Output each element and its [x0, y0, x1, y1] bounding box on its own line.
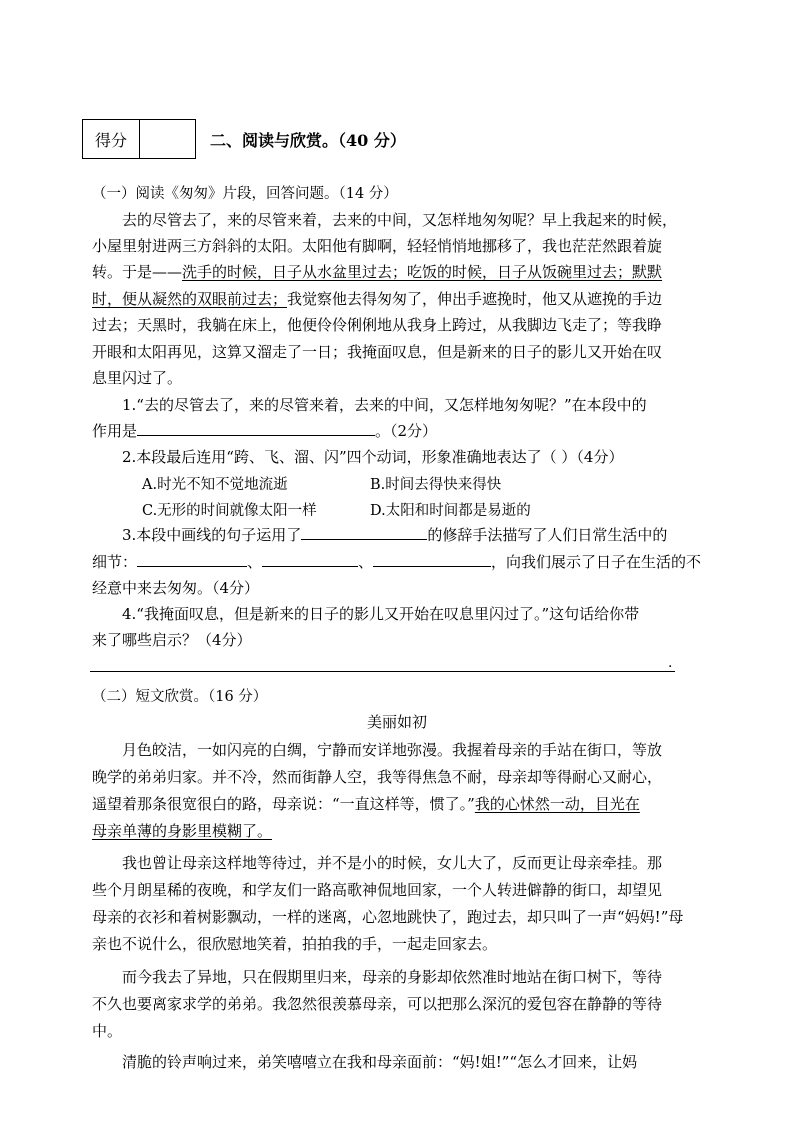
question-1-answer-line: [92, 419, 437, 443]
essay-line: [92, 819, 272, 843]
question-3-details: [92, 550, 701, 574]
passage1-line: 去的尽管去了，来的尽管来着，去来的中间，又怎样地匆匆呢？早上我起来的时候，: [122, 211, 678, 229]
essay-line: 清脆的铃声响过来，弟笑嘻嘻立在我和母亲面前：“妈!姐!”“怎么才回来，让妈: [122, 1053, 638, 1071]
question-text: 细节：: [92, 553, 138, 571]
question-2: 2.本段最后连用“跨、飞、溜、闪”四个动词，形象准确地表达了（ ）（4分）: [122, 448, 624, 466]
question-text: ，向我们展示了日子在生活的不: [491, 553, 702, 571]
separator: 、: [358, 553, 374, 571]
underlined-sentence: 洗手的时候，日子从水盆里过去；吃饭的时候，日子从饭碗里过去；默默: [182, 263, 663, 281]
passage1-line: 小屋里射进两三方斜斜的太阳。太阳他有脚啊，轻轻悄悄地挪移了，我也茫茫然跟着旋: [92, 237, 663, 255]
essay-line: 些个月朗星稀的夜晚，和学友们一路高歌神侃地回家，一个人转进僻静的街口，却望见: [92, 881, 663, 899]
passage1-line: 开眼和太阳再见，这算又溜走了一日；我掩面叹息，但是新来的日子的影儿又开始在叹: [92, 343, 663, 361]
question-3: [122, 523, 667, 547]
passage1-line: 过去；天黑时，我躺在床上，他便伶伶俐俐地从我身上跨过，从我脚边飞走了；等我睁: [92, 316, 663, 334]
option-b[interactable]: B.时间去得快来得快: [370, 477, 502, 493]
option-c[interactable]: C.无形的时间就像太阳一样: [142, 503, 317, 519]
option-d[interactable]: D.太阳和时间都是易逝的: [370, 503, 531, 519]
essay-line: 晚学的弟弟归家。并不冷，然而街静人空，我等得焦急不耐，母亲却等得耐心又耐心，: [92, 768, 663, 786]
question-text: 作用是: [92, 422, 138, 440]
essay-line: 而今我去了异地，只在假期里归来，母亲的身影却依然准时地站在街口树下，等待: [122, 968, 663, 986]
passage-text: 转。于是——: [92, 263, 183, 281]
part1-heading: （一）阅读《匆匆》片段，回答问题。（14 分）: [92, 186, 398, 202]
question-text: 。（2分）: [375, 422, 438, 440]
underlined-sentence: 我的心怵然一动，目光在: [474, 795, 640, 813]
answer-blank[interactable]: [373, 552, 491, 567]
question-text: 3.本段中画线的句子运用了: [122, 526, 302, 544]
essay-title: 美丽如初: [366, 713, 427, 731]
essay-line: 亲也不说什么，很欣慰地笑着，拍拍我的手，一起走回家去。: [92, 935, 498, 953]
score-blank-field[interactable]: [140, 120, 195, 158]
separator: 、: [247, 553, 263, 571]
answer-blank[interactable]: [301, 525, 427, 540]
passage1-line: [92, 260, 662, 284]
underlined-sentence: 时，便从凝然的双眼前过去；: [92, 290, 288, 308]
option-a[interactable]: A.时光不知不觉地流逝: [142, 477, 288, 493]
essay-line: 中。: [92, 1022, 123, 1040]
score-box: [82, 119, 196, 159]
passage1-line: [92, 287, 662, 311]
end-dot: .: [668, 655, 673, 671]
question-1: 1.“去的尽管去了，来的尽管来着，去来的中间，又怎样地匆匆呢？”在本段中的: [122, 396, 647, 414]
essay-line: 我也曾让母亲这样地等待过，并不是小的时候，女儿大了，反而更让母亲牵挂。那: [122, 854, 663, 872]
answer-blank[interactable]: [262, 552, 358, 567]
essay-line: [92, 792, 640, 816]
question-4: 4.“我掩面叹息，但是新来的日子的影儿又开始在叹息里闪过了。”这句话给你带: [122, 605, 640, 623]
section-title: 二、阅读与欣赏。（40 分）: [210, 131, 406, 150]
essay-text: 遥望着那条很宽很白的路，母亲说：“一直这样等，惯了。”: [92, 795, 475, 813]
passage1-line: 息里闪过了。: [92, 369, 183, 387]
essay-line: 母亲的衣衫和着树影飘动，一样的迷离，心忽地跳快了，跑过去，却只叫了一声“妈妈!”母: [92, 908, 684, 926]
answer-blank[interactable]: [137, 552, 247, 567]
answer-blank[interactable]: [137, 421, 375, 436]
question-4-end: 来了哪些启示？（4分）: [92, 631, 252, 649]
passage-text: 我觉察他去得匆匆了，伸出手遮挽时，他又从遮挽的手边: [287, 290, 663, 308]
part2-heading: （二）短文欣赏。（16 分）: [92, 689, 268, 705]
question-text: 的修辞手法描写了人们日常生活中的: [427, 526, 668, 544]
answer-line[interactable]: [90, 671, 675, 672]
essay-line: 月色皎洁，一如闪亮的白绸，宁静而安详地弥漫。我握着母亲的手站在街口，等放: [122, 741, 663, 759]
essay-line: 不久也要离家求学的弟弟。我忽然很羡慕母亲，可以把那么深沉的爱包容在静静的等待: [92, 995, 663, 1013]
score-label: 得分: [83, 120, 140, 158]
question-3-end: 经意中来去匆匆。（4分）: [92, 579, 260, 597]
underlined-sentence: 母亲单薄的身影里模糊了。: [92, 822, 273, 840]
